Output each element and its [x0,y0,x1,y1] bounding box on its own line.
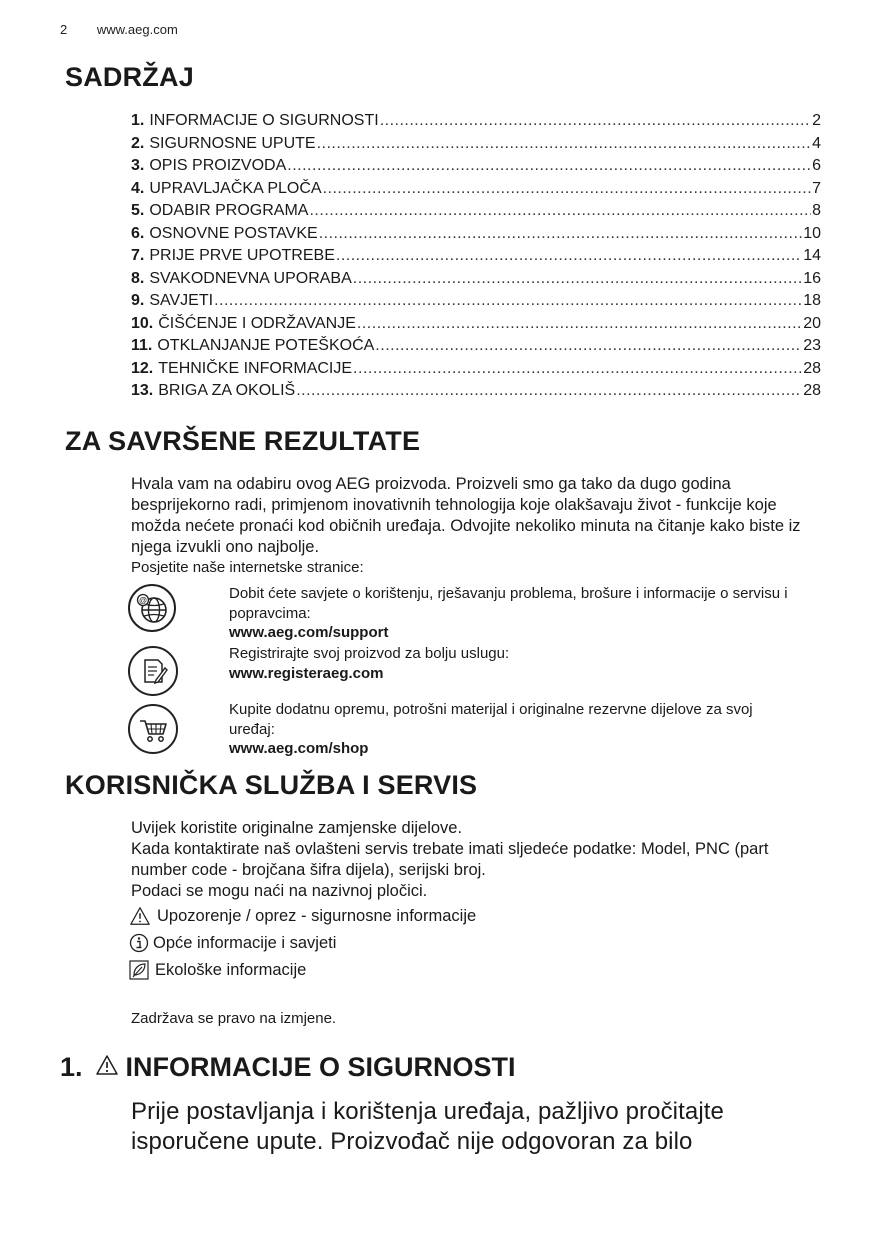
site-url: www.aeg.com [96,22,178,37]
toc-item-page: 20 [803,314,821,332]
toc-item-number: 2. [131,134,145,152]
leaf-icon [129,959,149,981]
toc-leader-dots [287,157,811,175]
warning-icon [129,905,151,927]
toc-leader-dots [336,247,802,265]
legend-info [129,932,336,954]
toc-item-number: 5. [131,202,145,219]
toc-item-page: 18 [803,292,821,309]
intro-paragraph: Hvala vam na odabiru ovog AEG proizvoda. Proizveli smo ga tako da dugo godina besprijekorno radi, primjenom inovativnih tehnologija koje olakšavaju život - funkcije koje možda nećete pronaći kod običnih uređaja. Odvojite nekoliko minuta na čitanje kako biste iz njega izvukli ono najbolje. [131,475,801,556]
toc-item[interactable] [131,247,821,270]
toc-item-number: 3. [131,157,145,174]
toc-item-number: 10. [131,314,154,332]
toc-item-number: 8. [131,269,145,287]
toc-item-page: 6 [812,157,821,174]
toc-item-number: 4. [131,179,145,197]
page-number: 2 [60,22,68,37]
legend-eco [129,959,306,981]
toc-item-number: 7. [131,247,145,264]
support-description: Dobit ćete savjete o korištenju, rješavanju problema, brošure i informacije o servisu i popravcima: [229,585,788,622]
toc-item[interactable] [131,180,821,203]
toc-item[interactable] [131,292,821,315]
toc-item[interactable] [131,135,821,158]
svg-text:@: @ [139,596,147,605]
service-text [131,818,821,902]
toc-item-number: 11. [131,337,153,354]
service-line: Podaci se mogu naći na nazivnoj pločici. [131,882,428,900]
toc-item-page: 28 [803,382,821,399]
toc-item-title: INFORMACIJE O SIGURNOSTI [149,112,379,129]
toc-item-page: 14 [803,247,821,264]
toc-item-title: PRIJE PRVE UPOTREBE [149,247,335,264]
toc-leader-dots [319,225,803,243]
legend-warning [129,905,476,927]
toc-item-title: SIGURNOSNE UPUTE [149,134,316,152]
legend-warning-text: Upozorenje / oprez - sigurnosne informacije [157,906,477,925]
toc-item-page: 8 [812,202,821,219]
toc-item-number: 1. [131,112,145,129]
toc-item-number: 13. [131,382,154,399]
table-of-contents [131,112,821,405]
legend-info-text: Opće informacije i savjeti [153,933,337,952]
rights-note: Zadržava se pravo na izmjene. [131,1010,337,1027]
register-description: Registrirajte svoj proizvod za bolju uslugu: [229,645,510,662]
globe-icon [128,584,176,632]
toc-item[interactable] [131,270,821,293]
toc-item[interactable] [131,157,821,180]
cart-icon [128,704,178,754]
toc-item-page: 4 [812,134,821,152]
toc-leader-dots [375,337,802,355]
toc-item[interactable] [131,225,821,248]
section-1-text: Prije postavljanja i korištenja uređaja, pažljivo pročitajte isporučene upute. Proizvođač nije odgovoran za bilo [131,1098,724,1155]
toc-item-title: TEHNIČKE INFORMACIJE [158,359,353,377]
register-icon [128,646,178,696]
shop-description: Kupite dodatnu opremu, potrošni materijal i originalne rezervne dijelove za svoj uređaj: [229,701,753,738]
toc-leader-dots [353,360,802,378]
page-header [60,22,178,37]
toc-item[interactable] [131,112,821,135]
results-heading: ZA SAVRŠENE REZULTATE [65,426,421,456]
toc-item[interactable] [131,337,821,360]
toc-item-page: 7 [812,179,821,197]
warning-icon [95,1052,119,1083]
toc-item-title: SAVJETI [149,292,214,309]
toc-item-page: 16 [803,269,821,287]
toc-leader-dots [323,180,812,198]
section-number: 1. [60,1052,83,1082]
toc-item-title: BRIGA ZA OKOLIŠ [158,382,296,399]
toc-item[interactable] [131,360,821,383]
toc-heading: SADRŽAJ [65,62,194,92]
toc-leader-dots [380,112,811,130]
info-icon [129,932,149,954]
section-1-heading [60,1052,516,1083]
toc-item-title: SVAKODNEVNA UPORABA [149,269,352,287]
toc-item-number: 12. [131,359,154,377]
toc-item[interactable] [131,382,821,405]
toc-item[interactable] [131,315,821,338]
toc-leader-dots [309,202,811,220]
toc-item-page: 10 [803,224,821,242]
visit-label: Posjetite naše internetske stranice: [131,559,364,576]
toc-item-page: 23 [803,337,821,354]
toc-item-title: ODABIR PROGRAMA [149,202,309,219]
section-title: INFORMACIJE O SIGURNOSTI [125,1052,516,1082]
toc-item-number: 6. [131,224,145,242]
toc-leader-dots [357,315,802,333]
toc-item-title: ČIŠĆENJE I ODRŽAVANJE [158,314,356,332]
service-line: Uvijek koristite originalne zamjenske dijelove. [131,819,463,837]
register-url[interactable]: www.registeraeg.com [229,664,384,682]
toc-leader-dots [317,135,812,153]
toc-leader-dots [214,292,802,310]
toc-item-title: OTKLANJANJE POTEŠKOĆA [157,337,375,354]
toc-leader-dots [353,270,802,288]
toc-item-title: OPIS PROIZVODA [149,157,287,174]
service-line: Kada kontaktirate naš ovlašteni servis trebate imati sljedeće podatke: Model, PNC (part number code - brojčana šifra dijela), serijski broj. [131,840,769,879]
support-url[interactable]: www.aeg.com/support [229,624,389,641]
toc-item-page: 28 [803,359,821,377]
toc-leader-dots [296,382,802,400]
legend-eco-text: Ekološke informacije [155,960,307,979]
toc-item-page: 2 [812,112,821,129]
shop-url[interactable]: www.aeg.com/shop [229,740,369,757]
toc-item[interactable] [131,202,821,225]
toc-item-number: 9. [131,292,145,309]
toc-item-title: OSNOVNE POSTAVKE [149,224,318,242]
toc-item-title: UPRAVLJAČKA PLOČA [149,179,322,197]
service-heading: KORISNIČKA SLUŽBA I SERVIS [65,770,478,800]
